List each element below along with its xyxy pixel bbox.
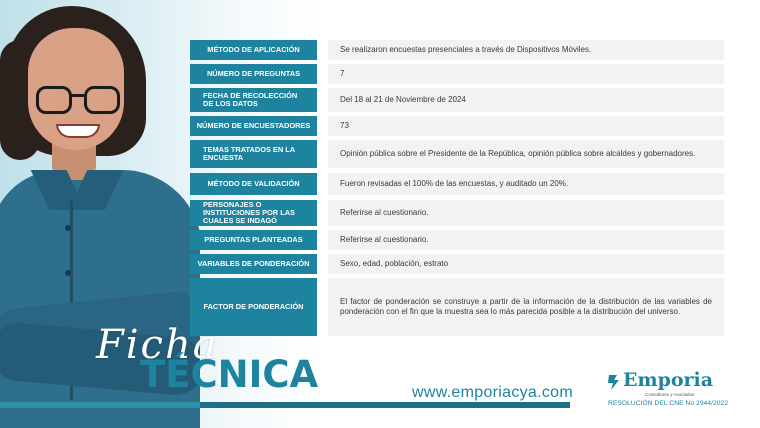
emporia-logo [607, 371, 727, 411]
row-label: MÉTODO DE APLICACIÓN [190, 40, 317, 60]
title-script: Ficha [96, 322, 219, 368]
table-row [190, 116, 724, 136]
row-label: PREGUNTAS PLANTEADAS [190, 230, 317, 250]
row-label: FECHA DE RECOLECCIÓN DE LOS DATOS [190, 88, 317, 112]
row-value: 7 [328, 64, 724, 84]
cne-resolution: RESOLUCIÓN DEL CNE No 2944/2022 [608, 400, 729, 407]
row-value: Referirse al cuestionario. [328, 200, 724, 226]
row-value: El factor de ponderación se construye a partir de la información de la distribución de las variables de ponderación con el fin que la muestra sea lo más parecida posible a la distribución del universo. [328, 278, 724, 336]
footer-bar-accent [0, 402, 200, 408]
row-label: NÚMERO DE PREGUNTAS [190, 64, 317, 84]
logo-tagline: Consultores y Asociados [645, 392, 695, 397]
row-label: MÉTODO DE VALIDACIÓN [190, 173, 317, 195]
page-title: TÉCNICA [140, 353, 319, 396]
row-value: 73 [328, 116, 724, 136]
row-value: Sexo, edad, población, estrato [328, 254, 724, 274]
table-row [190, 173, 724, 195]
website-link[interactable]: www.emporiacya.com [412, 384, 574, 401]
row-label: NÚMERO DE ENCUESTADORES [190, 116, 317, 136]
table-row [190, 230, 724, 250]
logo-name: Emporia [623, 369, 714, 391]
emporia-logo-icon [607, 373, 623, 391]
table-row [190, 200, 724, 226]
table-row [190, 254, 724, 274]
table-row [190, 64, 724, 84]
row-value: Se realizaron encuestas presenciales a través de Dispositivos Móviles. [328, 40, 724, 60]
row-label: VARIABLES DE PONDERACIÓN [190, 254, 317, 274]
table-row [190, 88, 724, 112]
row-label: PERSONAJES O INSTITUCIONES POR LAS CUALES SE INDAGÓ [190, 200, 317, 226]
row-label: FACTOR DE PONDERACIÓN [190, 278, 317, 336]
row-value: Opinión pública sobre el Presidente de la República, opinión pública sobre alcaldes y gobernadores. [328, 140, 724, 168]
row-value: Referirse al cuestionario. [328, 230, 724, 250]
table-row [190, 40, 724, 60]
row-value: Del 18 al 21 de Noviembre de 2024 [328, 88, 724, 112]
table-row [190, 278, 724, 336]
table-row [190, 140, 724, 168]
row-label: TEMAS TRATADOS EN LA ENCUESTA [190, 140, 317, 168]
row-value: Fueron revisadas el 100% de las encuestas, y auditado un 20%. [328, 173, 724, 195]
